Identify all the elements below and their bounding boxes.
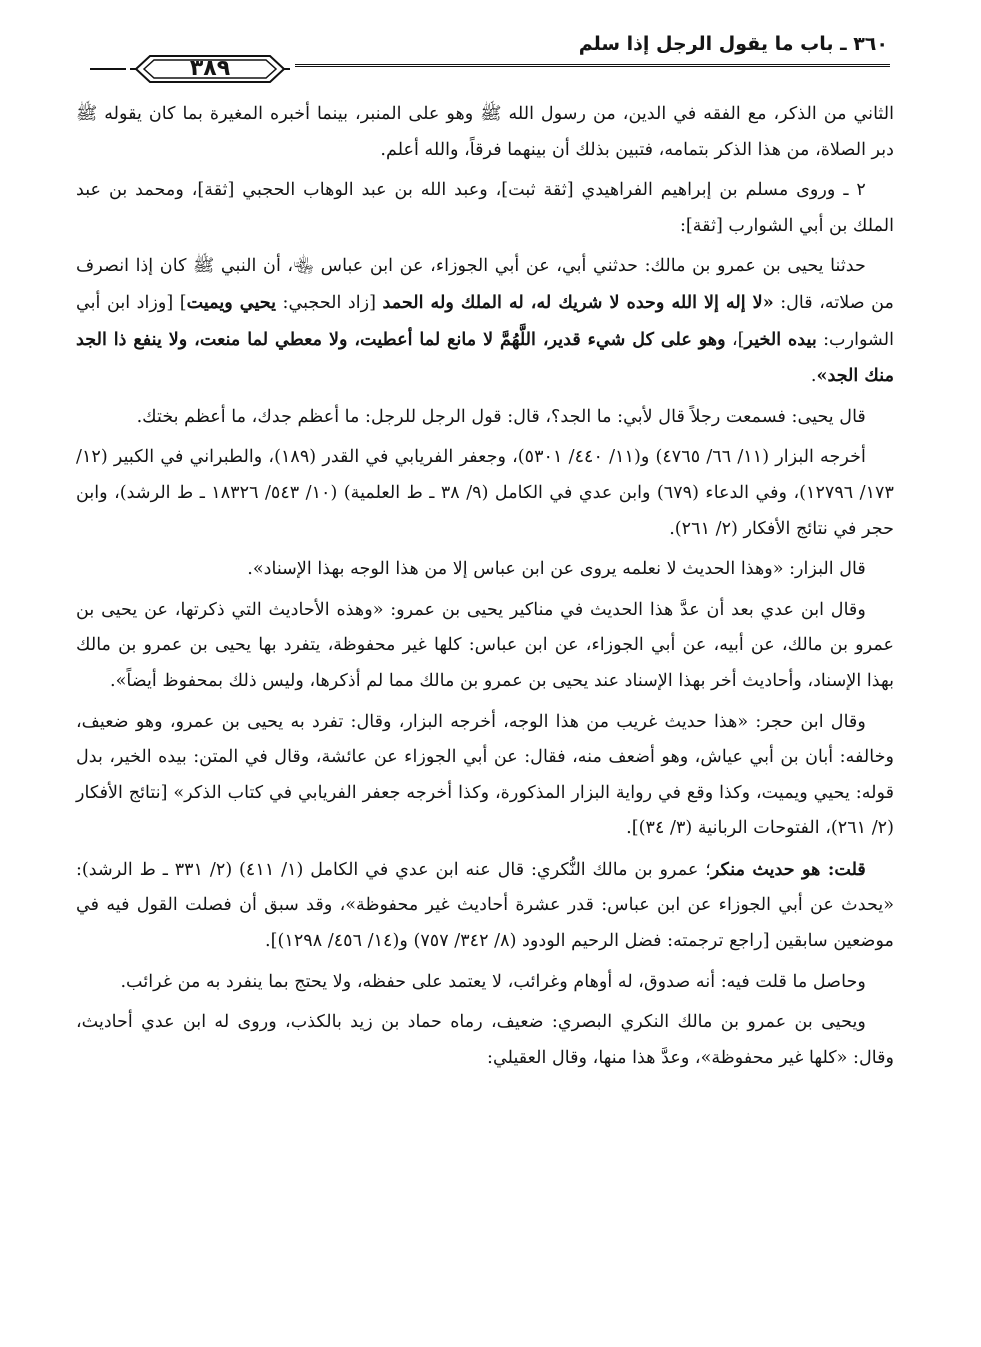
paragraph bbox=[76, 249, 894, 394]
bold-text-segment: بيده الخير bbox=[744, 328, 817, 350]
page-header bbox=[90, 30, 890, 80]
paragraph bbox=[76, 552, 894, 588]
paragraph bbox=[76, 1005, 894, 1076]
text-segment: وحاصل ما قلت فيه: أنه صدوق، له أوهام وغرائب، لا يعتمد على حفظه، ولا يحتج بما ينفرد به من غرائب. bbox=[120, 971, 866, 992]
bold-text-segment: وهو على كل شيء قدير، اللَّهُمَّ لا مانع لما أعطيت، ولا معطي لما منعت، ولا ينفع ذا الجد منك الجد» bbox=[76, 328, 894, 387]
page-number: ٣٨٩ bbox=[189, 56, 231, 81]
text-segment: حدثنا يحيى بن عمرو بن مالك: حدثني أبي، عن أبي الجوزاء، عن ابن عباس ﵄، أن النبي ﷺ كان إذا انصرف من صلاته، قال: bbox=[76, 256, 894, 313]
running-title: ٣٦٠ ـ باب ما يقول الرجل إذا سلم bbox=[578, 33, 888, 55]
bold-text-segment: «لا إله إلا الله وحده لا شريك له، له الملك وله الحمد bbox=[382, 291, 774, 313]
text-segment: ] [وزاد ابن أبي الشوارب: bbox=[76, 292, 894, 350]
text-segment: ؛ عمرو بن مالك النُّكري: قال عنه ابن عدي في الكامل (١/ ٤١١) (٢/ ٣٣١ ـ ط الرشد): «يحدث عن أبي الجوزاء عن ابن عباس: قدر عشرة أحاديث غير محفوظة»، وقد سبق أن فصلت القول فيه في موضعين سابقين [راجع ترجمته: فضل الرحيم الودود (٨/ ٣٤٢/ ٧٥٧) و(١٤/ ٤٥٦/ ١٢٩٨)]. bbox=[76, 859, 894, 952]
paragraph bbox=[76, 440, 894, 547]
paragraph bbox=[76, 705, 894, 847]
text-segment: [زاد الحجبي: bbox=[276, 292, 383, 313]
header-rule bbox=[295, 64, 890, 67]
paragraph bbox=[76, 852, 894, 960]
header-rule-left bbox=[90, 68, 126, 70]
paragraph bbox=[76, 965, 894, 1001]
bold-text-segment: هو حديث منكر bbox=[710, 858, 821, 880]
text-segment: وقال ابن حجر: «هذا حديث غريب من هذا الوجه، أخرجه البزار، وقال: تفرد به يحيى بن عمرو، وهو ضعيف، وخالفه: أبان بن أبي عياش، وهو أضعف منه، فقال: عن أبي الجوزاء عن عائشة، وقال في المتن: بيده الخير، بدل قوله: يحيي ويميت، وكذا وقع في رواية البزار المذكورة، وكذا أخرجه جعفر الفريابي في كتاب الذكر» [نتائج الأفكار (٢/ ٢٦١)، الفتوحات الربانية (٣/ ٣٤)]. bbox=[76, 711, 894, 839]
paragraph bbox=[76, 97, 894, 168]
text-segment: ٢ ـ وروى مسلم بن إبراهيم الفراهيدي [ثقة ثبت]، وعبد الله بن عبد الوهاب الحجبي [ثقة]، ومحمد بن عبد الملك بن أبي الشوارب [ثقة]: bbox=[76, 180, 894, 236]
text-segment: أخرجه البزار (١١/ ٦٦/ ٤٧٦٥) و(١١/ ٤٤٠/ ٥٣٠١)، وجعفر الفريابي في القدر (١٨٩)، والطبراني في الكبير (١٢/ ١٧٣/ ١٢٧٩٦)، وفي الدعاء (٦٧٩) وابن عدي في الكامل (٩/ ٣٨ ـ ط العلمية) (١٠/ ٥٤٣/ ١٨٣٢٦ ـ ط الرشد)، وابن حجر في نتائج الأفكار (٢/ ٢٦١). bbox=[76, 447, 894, 539]
page-number-ornament bbox=[130, 52, 290, 86]
text-segment: قال يحيى: فسمعت رجلاً قال لأبي: ما الجد؟، قال: قول الرجل للرجل: ما أعظم جدك، ما أعظم بختك. bbox=[136, 406, 866, 427]
text-segment: قال البزار: «وهذا الحديث لا نعلمه يروى عن ابن عباس إلا من هذا الوجه بهذا الإسناد». bbox=[247, 559, 866, 580]
text-segment: ويحيى بن عمرو بن مالك النكري البصري: ضعيف، رماه حماد بن زيد بالكذب، وروى له ابن عدي أحاديث، وقال: «كلها غير محفوظة»، وعدَّ هذا منها، وقال العقيلي: bbox=[76, 1012, 894, 1068]
bold-text-segment: يحيي ويميت bbox=[186, 291, 277, 313]
paragraph bbox=[76, 173, 894, 244]
paragraph bbox=[76, 593, 894, 700]
paragraph bbox=[76, 400, 894, 436]
text-segment: الثاني من الذكر، مع الفقه في الدين، من رسول الله ﷺ وهو على المنبر، بينما أخبره المغيرة بما كان يقوله ﷺ دبر الصلاة، من هذا الذكر بتمامه، فتبين بذلك أن بينهما فرقاً، والله أعلم. bbox=[76, 104, 894, 160]
text-segment: وقال ابن عدي بعد أن عدَّ هذا الحديث في مناكير يحيى بن عمرو: «وهذه الأحاديث التي ذكرتها، عن يحيى بن عمرو بن مالك، عن أبيه، عن أبي الجوزاء، عن ابن عباس: كلها غير محفوظة، يتفرد بها يحيى بن عمرو بن مالك بهذا الإسناد، وأحاديث أخر بهذا الإسناد عند يحيى بن عمرو بن مالك مما لم أذكرها، وليس ذلك بمحفوظ أيضاً». bbox=[76, 599, 894, 691]
bold-text-segment: قلت: bbox=[820, 858, 866, 880]
text-segment: ]، bbox=[725, 329, 745, 350]
text-segment: . bbox=[810, 366, 817, 387]
main-text bbox=[76, 97, 894, 1081]
